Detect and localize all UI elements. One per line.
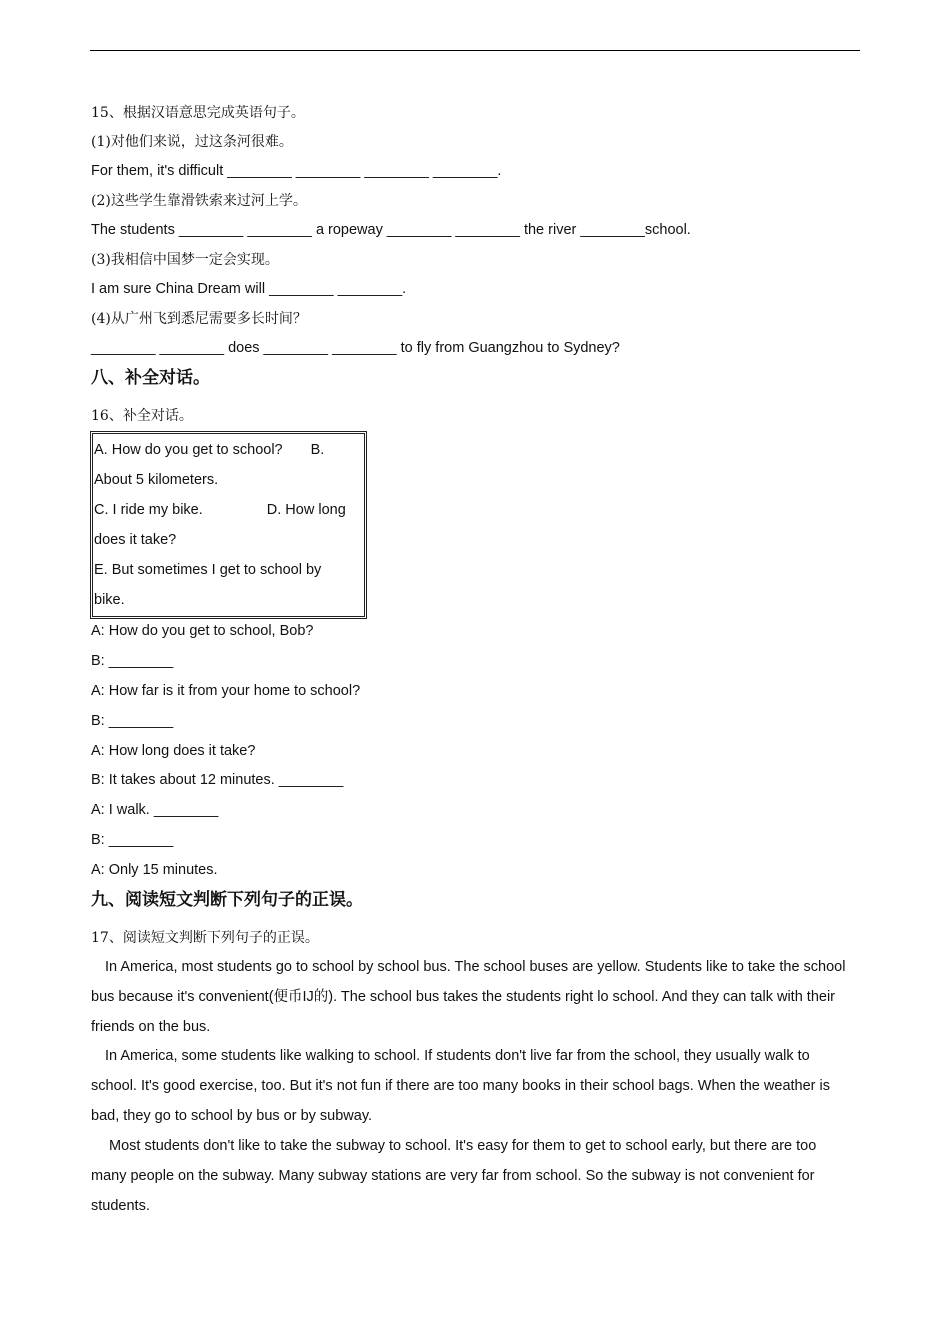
reading-paragraph-3: Most students don't like to take the subway to school. It's easy for them to get to school early, but there are too many people on the subway. Many subway stations are very far from school. So the subway is not convenient for students.: [91, 1138, 817, 1214]
reading-paragraph-1: In America, most students go to school by school bus. The school buses are yellow. Students like to take the school bus because it's convenient(便币IJ的). The school bus takes the students right lo school. And they can talk with their friends on the bus.: [91, 959, 846, 1035]
q17-title: 17、阅读短文判断下列句子的正误。: [91, 930, 319, 946]
dialogue-line: A: How do you get to school, Bob?: [91, 623, 314, 639]
q15-item4-english: ________ ________ does ________ ________ to fly from Guangzhou to Sydney?: [91, 340, 620, 356]
dialogue-line: A: I walk. ________: [91, 802, 219, 818]
q15-item3-english: I am sure China Dream will ________ ________.: [91, 281, 407, 297]
q15-item2-english: The students ________ ________ a ropeway ________ ________ the river ________school.: [91, 222, 691, 238]
dialogue-line: B: ________: [91, 713, 174, 729]
q16-title: 16、补全对话。: [91, 408, 193, 424]
option-line: E. But sometimes I get to school by: [94, 562, 322, 578]
section-9-heading: 九、阅读短文判断下列句子的正误。: [91, 890, 363, 910]
q15-title: 15、根据汉语意思完成英语句子。: [91, 105, 305, 121]
header-rule: [90, 50, 860, 51]
option-text: D. How long: [266, 502, 346, 518]
q15-item2-chinese: (2)这些学生靠滑铁索来过河上学。: [91, 193, 307, 209]
options-box: [90, 431, 367, 619]
dialogue-line: B: It takes about 12 minutes. ________: [91, 772, 344, 788]
q15-item1-english: For them, it's difficult ________ ________ ________ ________.: [91, 163, 502, 179]
q15-item1-chinese: (1)对他们来说，过这条河很难。: [91, 134, 293, 150]
reading-paragraph-2: In America, some students like walking to school. If students don't live far from the school, they usually walk to school. It's good exercise, too. But it's not fun if there are too many books in their school bags. When the weather is bad, they go to school by bus or by subway.: [91, 1048, 830, 1124]
option-line: [94, 440, 324, 460]
dialogue-line: A: How far is it from your home to school?: [91, 683, 361, 699]
option-line: does it take?: [94, 532, 177, 548]
option-line: [94, 500, 346, 520]
dialogue-line: B: ________: [91, 653, 174, 669]
option-text: B.: [310, 442, 325, 458]
option-line: About 5 kilometers.: [94, 472, 219, 488]
option-line: bike.: [94, 592, 125, 608]
dialogue-line: A: Only 15 minutes.: [91, 862, 218, 878]
option-text: A. How do you get to school?: [94, 442, 283, 458]
dialogue-line: A: How long does it take?: [91, 743, 256, 759]
dialogue-line: B: ________: [91, 832, 174, 848]
q15-item3-chinese: (3)我相信中国梦一定会实现。: [91, 252, 279, 268]
section-8-heading: 八、补全对话。: [91, 368, 210, 388]
q15-item4-chinese: (4)从广州飞到悉尼需要多长时间？: [91, 311, 307, 327]
option-text: C. I ride my bike.: [94, 502, 203, 518]
